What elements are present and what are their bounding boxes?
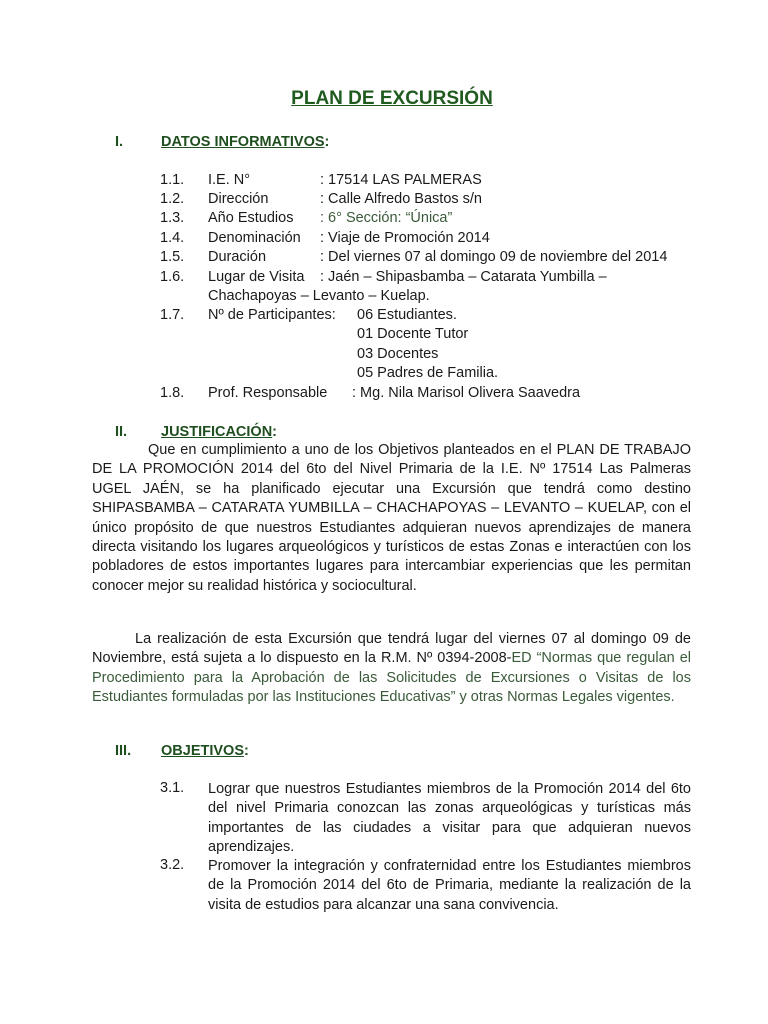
section-label: OBJETIVOS — [161, 743, 244, 759]
section-label: DATOS INFORMATIVOS — [161, 134, 325, 150]
section-number: II. — [115, 424, 128, 440]
section-number: III. — [115, 743, 132, 759]
item-value: 06 Estudiantes. — [357, 307, 457, 323]
item-key: Dirección — [208, 191, 269, 207]
objetivo-number: 3.1. — [160, 780, 185, 796]
item-number: 1.2. — [160, 191, 185, 207]
objetivo-text: Lograr que nuestros Estudiantes miembros de la Promoción 2014 del 6to del nivel Primaria conozcan las zonas arqueológicas y turísticas más importantes de las ciudades a visitar para que adquieran nuevos aprendizajes. — [208, 781, 691, 856]
item-number: 1.8. — [160, 385, 185, 401]
item-number: 1.4. — [160, 230, 185, 246]
item-key: Denominación — [208, 230, 301, 246]
item-value: 03 Docentes — [357, 346, 439, 362]
item-number: 1.1. — [160, 172, 185, 188]
paragraph-text: Que en cumplimiento a uno de los Objetivos planteados en el PLAN DE TRABAJO DE LA PROMOCIÓN 2014 del 6to del Nivel Primaria de la I.E. Nº 17514 Las Palmeras UGEL JAÉN, se ha planificado ejecutar una Excursión que tendrá como destino SHIPASBAMBA – CATARATA YUMBILLA – CHACHAPOYAS – LEVANTO – KUELAP, con el único propósito de que nuestros Estudiantes adquieran nuevos aprendizajes de manera directa visitando los lugares arqueológicos y turísticos de estas Zonas e interactúen con los pobladores de estos importantes lugares para intercambiar experiencias que les permitan conocer mejor su realidad histórica y sociocultural. — [92, 442, 691, 594]
item-number: 1.5. — [160, 249, 185, 265]
item-value: : Viaje de Promoción 2014 — [320, 230, 490, 246]
paragraph-text: La realización de esta Excursión que tendrá lugar del viernes 07 al domingo 09 de Noviembre, está sujeta a lo dispuesto en la R.M. Nº 0394-2008- — [92, 631, 691, 667]
item-key: Prof. Responsable — [208, 385, 328, 401]
section-number: I. — [115, 134, 124, 150]
justificacion-paragraph-2 — [92, 630, 691, 708]
objetivo-text: Promover la integración y confraternidad entre los Estudiantes miembros de la Promoción 2014 del 6to de Primaria, mediante la realización de la visita de estudios para alcanzar una sana convivencia. — [208, 858, 691, 913]
justificacion-paragraph-1 — [92, 441, 691, 596]
item-number: 1.6. — [160, 269, 185, 285]
item-number: 1.3. — [160, 210, 185, 226]
item-key: Nº de Participantes: — [208, 307, 336, 323]
section-label: JUSTIFICACIÓN — [161, 424, 273, 440]
objetivo-number: 3.2. — [160, 857, 185, 873]
item-number: 1.7. — [160, 307, 185, 323]
paragraph-text-continued: ED “Normas que regulan el Procedimiento para la Aprobación de las Solicitudes de Excursiones o Visitas de los Estudiantes formuladas por las Instituciones Educativas” y otras Normas Legales vigentes. — [92, 650, 691, 706]
item-value: : 6° Sección: “Única” — [320, 210, 453, 226]
item-key: I.E. N° — [208, 172, 251, 188]
document-title: PLAN DE EXCURSIÓN — [291, 88, 493, 109]
item-value: : Calle Alfredo Bastos s/n — [320, 191, 482, 207]
item-value: : Mg. Nila Marisol Olivera Saavedra — [352, 385, 581, 401]
item-key: Lugar de Visita — [208, 269, 305, 285]
item-value: : 17514 LAS PALMERAS — [320, 172, 482, 188]
item-value: : Jaén – Shipasbamba – Catarata Yumbilla – — [320, 269, 607, 285]
item-value: : Del viernes 07 al domingo 09 de noviembre del 2014 — [320, 249, 668, 265]
item-value: 01 Docente Tutor — [357, 326, 469, 342]
item-key: Duración — [208, 249, 267, 265]
item-value: 05 Padres de Familia. — [357, 365, 499, 381]
item-key: Chachapoyas – Levanto – Kuelap. — [208, 288, 430, 304]
item-key: Año Estudios — [208, 210, 294, 226]
